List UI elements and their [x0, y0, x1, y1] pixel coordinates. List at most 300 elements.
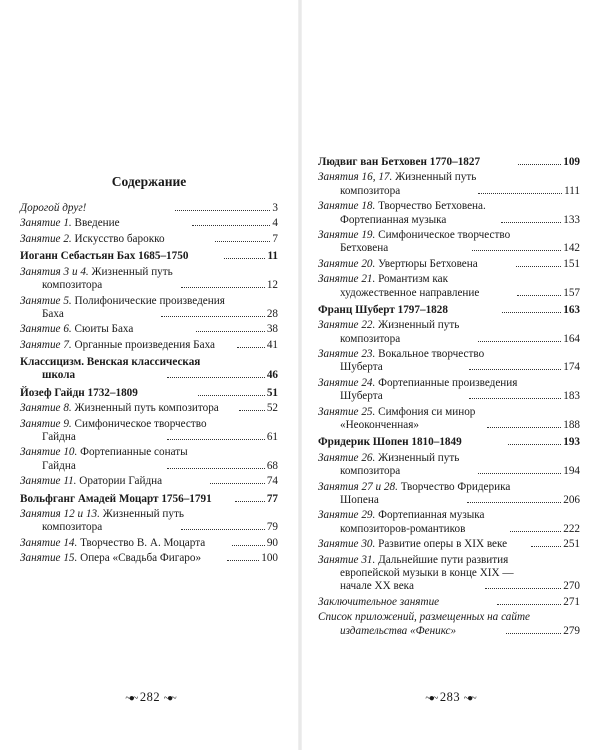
toc-entry-text: Жизненный путь	[395, 171, 477, 184]
toc-entry-text: Фортепианная музыка	[340, 213, 447, 226]
toc-entry-title	[318, 611, 530, 623]
toc-entry[interactable]	[20, 233, 278, 246]
toc-page-number: 164	[563, 332, 580, 345]
toc-entry-line	[318, 156, 580, 169]
toc-page-number: 111	[564, 184, 581, 197]
toc-section-entry[interactable]	[20, 387, 278, 400]
toc-page-number: 163	[563, 303, 580, 316]
lesson-prefix: Занятие 18.	[318, 200, 376, 213]
toc-entry-title	[318, 509, 485, 521]
toc-page-number: 206	[563, 493, 581, 506]
toc-entry-title	[340, 361, 467, 374]
toc-page-number: 109	[563, 156, 580, 168]
dot-leader	[192, 225, 270, 226]
dot-leader	[469, 369, 561, 370]
toc-entry-title	[318, 436, 506, 449]
toc-entry-line	[318, 333, 580, 346]
page-number-right	[300, 690, 600, 705]
folio-number: 282	[139, 690, 161, 704]
toc-entry-text: Баха	[42, 307, 64, 320]
toc-entry-line	[318, 509, 580, 522]
toc-entry-line	[318, 348, 580, 361]
toc-page-number: 194	[563, 465, 580, 478]
toc-entry-title	[20, 217, 190, 230]
dot-leader	[508, 444, 561, 445]
toc-entry-line	[318, 625, 580, 638]
toc-page-number: 41	[266, 338, 278, 351]
toc-entry-line	[318, 273, 580, 286]
toc-page-number: 46	[266, 369, 278, 382]
dot-leader	[516, 266, 561, 267]
toc-entry[interactable]	[20, 475, 278, 488]
toc-entry-line	[318, 229, 580, 242]
toc-entry-text: композитора	[340, 332, 401, 345]
toc-entry[interactable]	[20, 339, 278, 352]
toc-entry[interactable]	[318, 319, 580, 346]
toc-entry[interactable]	[318, 509, 580, 536]
dot-leader	[510, 531, 561, 532]
toc-entry-text: Творчество В. А. Моцарта	[80, 536, 206, 549]
toc-entry-line	[318, 596, 580, 609]
toc-entry-line	[318, 319, 580, 332]
toc-page-number: 7	[272, 232, 278, 245]
toc-entry-line	[20, 202, 278, 215]
lesson-prefix: Занятие 14.	[20, 536, 78, 549]
dot-leader	[517, 295, 561, 296]
toc-entry-line	[20, 431, 278, 444]
toc-page-number: 270	[563, 580, 581, 593]
toc-page-number: 68	[266, 459, 279, 472]
lesson-prefix: Занятие 24.	[318, 376, 376, 389]
toc-section-entry[interactable]	[318, 304, 580, 317]
toc-entry-line	[318, 390, 580, 403]
lesson-prefix: Занятие 23.	[318, 348, 376, 361]
toc-entry-line	[318, 494, 580, 507]
toc-entry-text: европейской музыки в конце XIX —	[340, 566, 514, 579]
toc-page-number: 279	[563, 624, 580, 637]
toc-entry-line	[20, 446, 278, 459]
toc-entry-line	[318, 419, 580, 432]
toc-entry[interactable]	[318, 611, 580, 638]
dot-leader	[196, 331, 265, 332]
toc-entry-text: Шуберта	[340, 361, 383, 374]
toc-entry-line	[318, 185, 580, 198]
toc-entry-text: начале XX века	[340, 580, 414, 593]
toc-entry-text: Йозеф Гайдн 1732–1809	[20, 386, 138, 399]
toc-entry-line	[20, 356, 278, 369]
toc-entry-line	[318, 406, 580, 419]
toc-entry-title	[42, 308, 159, 321]
toc-entry-title	[42, 521, 179, 534]
toc-entry-text: Заключительное занятие	[318, 595, 440, 608]
toc-entry-text: школа	[42, 369, 76, 382]
dot-leader	[161, 316, 265, 317]
toc-entry-text: Иоганн Себастьян Бах 1685–1750	[20, 250, 189, 263]
dot-leader	[506, 633, 562, 634]
toc-entry[interactable]	[20, 217, 278, 230]
dot-leader	[198, 395, 264, 396]
toc-entry-line	[20, 418, 278, 431]
page-number-left	[0, 690, 300, 705]
toc-entry[interactable]	[20, 323, 278, 336]
toc-entry-title	[318, 406, 475, 418]
toc-entry-text: Фортепианные произведения	[378, 376, 518, 389]
lesson-prefix: Занятия 3 и 4.	[20, 265, 89, 278]
toc-entry-text: Опера «Свадьба Фигаро»	[80, 552, 202, 565]
toc-entry-line	[20, 279, 278, 292]
toc-entry-line	[318, 287, 580, 300]
toc-entry[interactable]	[318, 348, 580, 375]
dot-leader	[175, 210, 270, 211]
toc-entry[interactable]	[318, 200, 580, 227]
toc-entry[interactable]	[20, 508, 278, 535]
toc-page-number: 151	[563, 257, 581, 270]
toc-entry-title	[340, 494, 465, 507]
toc-entry-text: Органные произведения Баха	[74, 338, 215, 351]
toc-entry-title	[318, 171, 476, 183]
toc-entry-line	[318, 200, 580, 213]
dot-leader	[501, 222, 561, 223]
toc-right-column	[318, 156, 580, 640]
toc-entry[interactable]	[318, 406, 580, 433]
toc-page-number: 74	[266, 475, 278, 488]
toc-entry-title	[20, 295, 225, 307]
toc-entry[interactable]	[20, 266, 278, 293]
toc-entry[interactable]	[318, 554, 580, 594]
dot-leader	[167, 468, 265, 469]
dot-leader	[167, 439, 265, 440]
toc-entry-line	[318, 538, 580, 551]
toc-entry[interactable]	[20, 295, 278, 322]
toc-entry-line	[20, 387, 278, 400]
toc-entry-text: Творчество Бетховена.	[378, 200, 486, 213]
dot-leader	[235, 501, 265, 502]
toc-entry-title	[318, 273, 448, 285]
toc-entry-text: Жизненный путь	[378, 319, 460, 332]
toc-entry-line	[20, 475, 278, 488]
toc-section-entry[interactable]	[318, 436, 580, 449]
toc-entry-text: Гайдна	[42, 459, 76, 472]
toc-entry-text: композиторов-романтиков	[340, 522, 466, 535]
toc-entry-line	[318, 611, 580, 624]
toc-entry-title	[20, 402, 237, 415]
toc-page-number: 271	[563, 595, 581, 608]
toc-entry-title	[20, 446, 188, 458]
dot-leader	[469, 398, 561, 399]
toc-entry-text: Дорогой друг!	[20, 202, 87, 214]
toc-entry-title	[42, 369, 165, 382]
lesson-prefix: Занятие 19.	[318, 229, 376, 242]
toc-left-column	[20, 202, 278, 568]
toc-entry-line	[20, 537, 278, 550]
toc-entry-text: Увертюры Бетховена	[378, 257, 478, 270]
dot-leader	[487, 427, 561, 428]
toc-page-number: 61	[266, 430, 279, 443]
right-page	[300, 0, 600, 750]
toc-entry-text: Фридерик Шопен 1810–1849	[318, 436, 462, 449]
toc-entry-text: Симфоническое творчество	[74, 417, 207, 430]
dot-leader	[181, 287, 265, 288]
toc-entry-text: Сюиты Баха	[74, 323, 134, 336]
dot-leader	[478, 473, 562, 474]
lesson-prefix: Занятие 5.	[20, 294, 72, 307]
toc-page-number: 4	[272, 217, 278, 230]
toc-entry-line	[20, 266, 278, 279]
toc-entry-text: Романтизм как	[378, 273, 449, 286]
toc-entry-text: Творчество Фридерика	[400, 480, 511, 493]
toc-entry-title	[318, 452, 459, 464]
toc-page-number: 174	[563, 361, 580, 374]
toc-section-entry[interactable]	[20, 356, 278, 383]
toc-page-number: 51	[266, 386, 279, 399]
dot-leader	[237, 347, 265, 348]
toc-entry[interactable]	[318, 229, 580, 256]
toc-entry-title	[340, 567, 514, 579]
toc-page-number: 38	[266, 323, 279, 336]
toc-entry-line	[318, 436, 580, 449]
lesson-prefix: Занятие 30.	[318, 538, 376, 551]
toc-entry-text: Оратории Гайдна	[79, 475, 163, 488]
toc-entry[interactable]	[20, 537, 278, 550]
toc-entry-text: Фортепианные сонаты	[80, 446, 188, 459]
toc-entry-text: издательства «Феникс»	[340, 624, 457, 637]
dot-leader	[485, 588, 562, 589]
toc-entry-text: Франц Шуберт 1797–1828	[318, 303, 448, 316]
dot-leader	[502, 312, 562, 313]
toc-entry-line	[20, 460, 278, 473]
lesson-prefix: Занятие 22.	[318, 319, 376, 332]
toc-entry[interactable]	[318, 273, 580, 300]
toc-entry[interactable]	[318, 452, 580, 479]
toc-entry-title	[340, 465, 476, 478]
toc-entry-line	[318, 554, 580, 567]
toc-entry-title	[42, 460, 165, 473]
toc-entry-title	[318, 377, 517, 389]
dot-leader	[215, 241, 271, 242]
toc-entry-title	[20, 475, 208, 488]
toc-entry-text: Вольфганг Амадей Моцарт 1756–1791	[20, 492, 212, 505]
lesson-prefix: Занятие 31.	[318, 553, 376, 566]
toc-entry[interactable]	[318, 596, 580, 609]
toc-entry-text: Список приложений, размещенных на сайте	[318, 611, 530, 624]
lesson-prefix: Занятие 21.	[318, 273, 376, 286]
toc-entry[interactable]	[318, 377, 580, 404]
toc-entry-title	[42, 431, 165, 444]
toc-entry-text: композитора	[42, 521, 103, 534]
toc-entry-text: Шуберта	[340, 390, 383, 403]
lesson-prefix: Занятие 8.	[20, 402, 72, 415]
toc-entry-line	[20, 295, 278, 308]
dot-leader	[224, 258, 266, 259]
toc-entry-title	[318, 319, 459, 331]
toc-entry-title	[340, 333, 476, 346]
toc-entry-text: Гайдна	[42, 430, 76, 443]
toc-page-number: 3	[272, 202, 279, 214]
dot-leader	[467, 502, 561, 503]
toc-entry-text: Жизненный путь	[91, 265, 173, 278]
lesson-prefix: Занятие 1.	[20, 217, 72, 230]
folio-ornament-left: ~●~	[125, 693, 137, 704]
dot-leader	[518, 164, 562, 165]
toc-page-number: 11	[267, 250, 279, 263]
dot-leader	[478, 341, 562, 342]
toc-section-entry[interactable]	[20, 493, 278, 506]
toc-entry-text: Развитие оперы в XIX веке	[378, 538, 508, 551]
toc-entry-line	[318, 580, 580, 593]
toc-page-number: 157	[563, 286, 580, 299]
toc-entry-text: Симфония си минор	[378, 405, 476, 418]
lesson-prefix: Занятия 16, 17.	[318, 171, 393, 184]
toc-entry[interactable]	[318, 538, 580, 551]
toc-entry[interactable]	[20, 552, 278, 565]
toc-entry-title	[340, 185, 476, 198]
toc-entry-text: Жизненный путь композитора	[74, 402, 219, 415]
dot-leader	[167, 377, 265, 378]
toc-entry-title	[318, 596, 495, 609]
toc-page-number: 251	[563, 538, 580, 551]
toc-entry-text: Дальнейшие пути развития	[378, 553, 509, 566]
toc-entry-title	[42, 279, 179, 292]
toc-entry-title	[318, 156, 516, 169]
dot-leader	[472, 250, 562, 251]
toc-entry-line	[318, 242, 580, 255]
toc-entry-text: Фортепианная музыка	[378, 509, 485, 522]
dot-leader	[181, 529, 265, 530]
lesson-prefix: Занятие 2.	[20, 232, 72, 245]
dot-leader	[239, 410, 265, 411]
toc-entry-title	[20, 339, 235, 352]
toc-entry-line	[318, 304, 580, 317]
toc-entry-text: Введение	[74, 217, 120, 230]
toc-entry-title	[318, 554, 508, 566]
toc-entry-text: Жизненный путь	[102, 508, 184, 520]
toc-entry-line	[20, 308, 278, 321]
toc-entry[interactable]	[20, 202, 278, 215]
toc-entry-title	[20, 250, 222, 263]
toc-entry-title	[340, 390, 467, 403]
toc-entry-line	[20, 369, 278, 382]
toc-entry-text: Людвиг ван Бетховен 1770–1827	[318, 156, 481, 168]
toc-page-number: 52	[266, 402, 279, 415]
toc-entry-title	[318, 348, 484, 360]
toc-entry[interactable]	[318, 171, 580, 198]
dot-leader	[232, 545, 265, 546]
toc-page-number: 28	[266, 307, 278, 320]
dot-leader	[210, 483, 264, 484]
toc-entry-line	[20, 339, 278, 352]
toc-entry-title	[20, 508, 184, 520]
lesson-prefix: Занятие 20.	[318, 257, 376, 270]
toc-entry[interactable]	[20, 402, 278, 415]
toc-page-number: 183	[563, 390, 580, 403]
toc-entry-line	[318, 452, 580, 465]
toc-entry-line	[20, 217, 278, 230]
toc-entry-title	[318, 481, 510, 493]
toc-section-entry[interactable]	[20, 250, 278, 263]
toc-entry[interactable]	[318, 258, 580, 271]
folio-ornament-right: ~●~	[463, 693, 475, 704]
toc-entry-title	[340, 242, 470, 255]
toc-entry-text: «Неоконченная»	[340, 419, 419, 432]
lesson-prefix: Занятие 11.	[20, 475, 77, 488]
toc-entry-title	[20, 418, 207, 430]
dot-leader	[478, 193, 562, 194]
toc-entry[interactable]	[318, 481, 580, 508]
toc-entry-text: Полифонические произведения	[74, 294, 225, 307]
toc-entry-title	[20, 323, 194, 336]
toc-entry-line	[318, 361, 580, 374]
toc-entry-title	[340, 287, 515, 300]
toc-page-number: 100	[261, 552, 279, 565]
lesson-prefix: Занятие 26.	[318, 451, 376, 464]
toc-entry-line	[20, 521, 278, 534]
toc-page-number: 188	[563, 419, 581, 432]
toc-entry-text: композитора	[340, 465, 401, 478]
toc-entry-line	[20, 493, 278, 506]
toc-entry-title	[20, 387, 196, 400]
toc-page-number: 142	[563, 242, 580, 255]
toc-entry-text: Вокальное творчество	[378, 348, 485, 361]
toc-page-number: 133	[563, 213, 580, 226]
toc-entry[interactable]	[20, 446, 278, 473]
toc-entry-title	[20, 493, 233, 506]
folio-ornament-right: ~●~	[163, 693, 175, 704]
toc-entry-title	[340, 523, 508, 536]
toc-entry-text: Жизненный путь	[378, 451, 460, 464]
lesson-prefix: Занятие 10.	[20, 446, 78, 459]
toc-entry-line	[318, 523, 580, 536]
toc-section-entry[interactable]	[318, 156, 580, 169]
toc-page-number: 79	[266, 521, 278, 534]
toc-entry-title	[318, 200, 486, 212]
toc-entry-title	[20, 552, 225, 565]
toc-entry-line	[318, 465, 580, 478]
toc-entry-line	[318, 214, 580, 227]
toc-entry-title	[20, 266, 173, 278]
toc-entry-line	[318, 258, 580, 271]
toc-entry-line	[318, 377, 580, 390]
lesson-prefix: Занятие 7.	[20, 338, 72, 351]
toc-entry-title	[20, 202, 173, 215]
toc-entry-line	[318, 481, 580, 494]
toc-entry-line	[318, 567, 580, 580]
toc-entry-text: композитора	[340, 184, 401, 197]
toc-entry-title	[340, 214, 499, 227]
lesson-prefix: Занятие 6.	[20, 323, 72, 336]
folio-number: 283	[439, 690, 461, 704]
toc-entry-title	[20, 233, 213, 246]
toc-entry-title	[318, 258, 514, 271]
toc-entry-title	[20, 537, 230, 550]
toc-entry-title	[318, 304, 500, 317]
lesson-prefix: Занятие 25.	[318, 405, 376, 418]
toc-entry-line	[20, 233, 278, 246]
folio-ornament-left: ~●~	[425, 693, 437, 704]
toc-entry-text: Бетховена	[340, 242, 389, 255]
toc-entry-line	[20, 250, 278, 263]
toc-entry[interactable]	[20, 418, 278, 445]
toc-page-number: 90	[266, 536, 279, 549]
dot-leader	[531, 546, 561, 547]
toc-entry-line	[20, 323, 278, 336]
toc-entry-text: Классицизм. Венская классическая	[20, 356, 201, 369]
toc-entry-title	[318, 538, 529, 551]
toc-entry-title	[20, 356, 200, 368]
lesson-prefix: Занятие 15.	[20, 552, 78, 565]
toc-entry-title	[340, 625, 504, 638]
lesson-prefix: Занятие 29.	[318, 509, 376, 522]
toc-page-number: 222	[563, 522, 580, 535]
